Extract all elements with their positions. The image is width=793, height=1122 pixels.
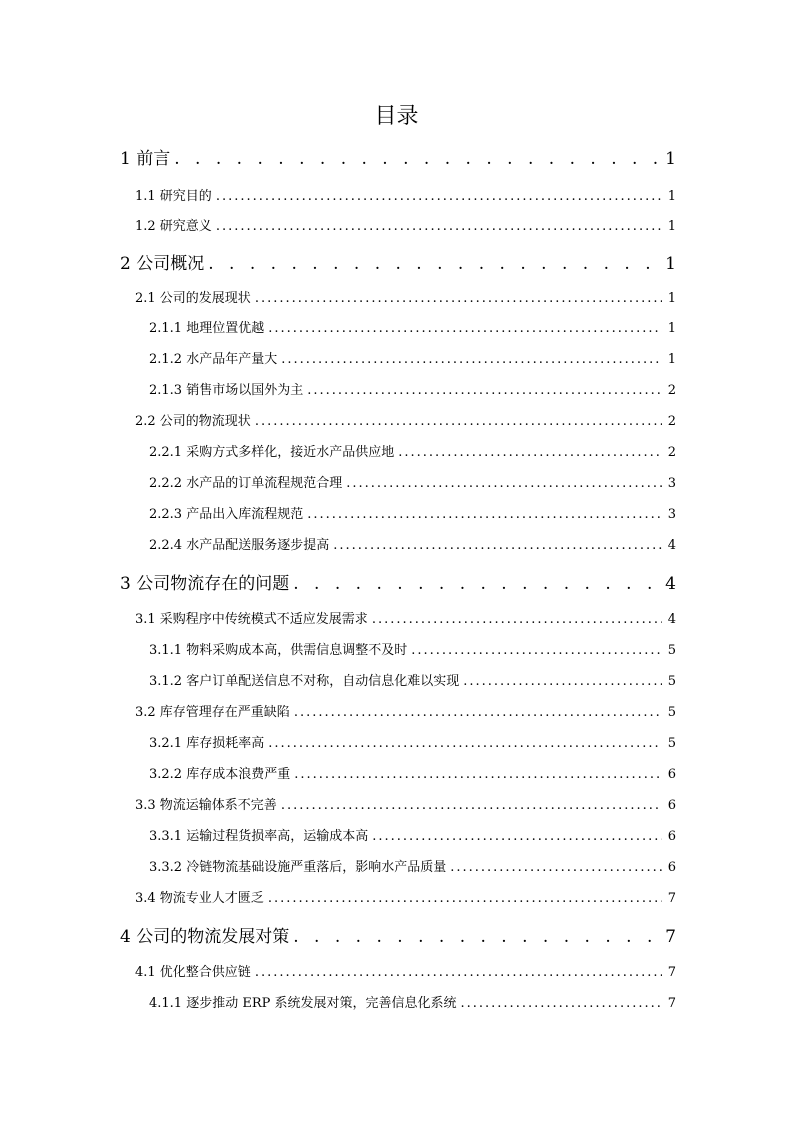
toc-leader-dots <box>268 884 662 914</box>
toc-entry[interactable] <box>149 760 676 790</box>
toc-entry-title: 4.1 优化整合供应链 <box>135 965 251 980</box>
toc-page-number: 6 <box>667 829 676 844</box>
toc-entry-title: 4 公司的物流发展对策 <box>120 927 290 947</box>
toc-entry[interactable] <box>135 698 676 728</box>
page-title: 目录 <box>374 104 419 129</box>
toc-entry-title: 1.2 研究意义 <box>135 219 212 234</box>
toc-entry[interactable] <box>149 500 676 530</box>
toc-entry-title: 3.1 采购程序中传统模式不适应发展需求 <box>135 612 368 627</box>
toc-page-number: 7 <box>665 927 676 947</box>
toc-page-number: 7 <box>667 996 676 1011</box>
toc-page-number: 2 <box>667 445 676 460</box>
toc-entry-title: 3.1.1 物料采购成本高，供需信息调整不及时 <box>149 643 408 658</box>
toc-entry[interactable] <box>149 636 676 666</box>
toc-page-number: 1 <box>665 149 676 169</box>
toc-entry-title: 2.1.3 销售市场以国外为主 <box>149 383 304 398</box>
toc-page-number: 3 <box>667 476 676 491</box>
toc-leader-dots <box>281 345 662 375</box>
toc-leader-dots <box>463 667 662 697</box>
toc-leader-dots <box>294 760 662 790</box>
toc-entry[interactable] <box>149 531 676 561</box>
toc-entry[interactable] <box>135 884 676 914</box>
toc-entry-title: 2.1 公司的发展现状 <box>135 291 251 306</box>
toc-leader-dots <box>307 376 662 406</box>
toc-leader-dots <box>450 853 662 883</box>
toc-entry[interactable] <box>135 212 676 242</box>
toc-entry-title: 1 前言 <box>120 149 171 169</box>
toc-page-number: 7 <box>667 965 676 980</box>
toc-entry[interactable] <box>149 822 676 852</box>
toc-entry[interactable] <box>135 791 676 821</box>
toc-page-number: 1 <box>667 291 676 306</box>
toc-leader-dots <box>255 958 662 988</box>
toc-entry-title: 2.1.1 地理位置优越 <box>149 321 265 336</box>
toc-entry-title: 2.2.3 产品出入库流程规范 <box>149 507 304 522</box>
toc-page-number: 1 <box>665 254 676 274</box>
toc-entry-title: 3.3.1 运输过程货损率高，运输成本高 <box>149 829 369 844</box>
toc-entry-title: 3.4 物流专业人才匮乏 <box>135 891 264 906</box>
toc-leader-dots <box>208 248 661 280</box>
toc-entry-title: 2.2.2 水产品的订单流程规范合理 <box>149 476 343 491</box>
toc-page-number: 2 <box>667 414 676 429</box>
toc-page-number: 1 <box>667 321 676 336</box>
toc-page-number: 1 <box>667 189 676 204</box>
toc-page-number: 6 <box>667 798 676 813</box>
toc-page-number: 2 <box>667 383 676 398</box>
toc-leader-dots <box>174 143 661 175</box>
toc-page-number: 6 <box>667 860 676 875</box>
toc-page-number: 5 <box>667 736 676 751</box>
toc-entry-title: 2.2.4 水产品配送服务逐步提高 <box>149 538 330 553</box>
toc-entry-title: 2.2.1 采购方式多样化，接近水产品供应地 <box>149 445 395 460</box>
toc-entry-title: 3.3.2 冷链物流基础设施严重落后，影响水产品质量 <box>149 860 447 875</box>
toc-entry[interactable] <box>120 568 676 600</box>
toc-entry[interactable] <box>135 284 676 314</box>
toc-entry[interactable] <box>149 667 676 697</box>
toc-leader-dots <box>333 531 662 561</box>
toc-entry-title: 4.1.1 逐步推动 ERP 系统发展对策，完善信息化系统 <box>149 996 457 1011</box>
toc-leader-dots <box>255 284 662 314</box>
toc-leader-dots <box>293 568 661 600</box>
toc-entry[interactable] <box>149 989 676 1019</box>
toc-leader-dots <box>216 212 662 242</box>
toc-entry-title: 2 公司概况 <box>120 254 205 274</box>
toc-entry-title: 1.1 研究目的 <box>135 189 212 204</box>
toc-page-number: 7 <box>667 891 676 906</box>
toc-entry[interactable] <box>149 729 676 759</box>
toc-entry[interactable] <box>135 182 676 212</box>
toc-page-number: 5 <box>667 705 676 720</box>
toc-entry[interactable] <box>149 438 676 468</box>
toc-entry-title: 3.1.2 客户订单配送信息不对称，自动信息化难以实现 <box>149 674 460 689</box>
toc-entry-title: 3 公司物流存在的问题 <box>120 574 290 594</box>
toc-entry[interactable] <box>135 958 676 988</box>
toc-leader-dots <box>346 469 662 499</box>
toc-entry-title: 3.3 物流运输体系不完善 <box>135 798 277 813</box>
toc-entry[interactable] <box>120 921 676 953</box>
toc-leader-dots <box>255 407 662 437</box>
toc-entry-title: 3.2.2 库存成本浪费严重 <box>149 767 291 782</box>
toc-page-number: 4 <box>667 538 676 553</box>
toc-entry-title: 3.2.1 库存损耗率高 <box>149 736 265 751</box>
toc-leader-dots <box>398 438 662 468</box>
toc-page-number: 5 <box>667 643 676 658</box>
toc-entry[interactable] <box>120 248 676 280</box>
toc-entry[interactable] <box>135 407 676 437</box>
toc-leader-dots <box>268 729 662 759</box>
toc-entry[interactable] <box>149 345 676 375</box>
toc-entry-title: 2.1.2 水产品年产量大 <box>149 352 278 367</box>
toc-page-number: 3 <box>667 507 676 522</box>
toc-entry[interactable] <box>149 376 676 406</box>
toc-leader-dots <box>281 791 662 821</box>
toc-page-number: 4 <box>667 612 676 627</box>
toc-leader-dots <box>411 636 662 666</box>
toc-entry[interactable] <box>149 314 676 344</box>
toc-entry-title: 2.2 公司的物流现状 <box>135 414 251 429</box>
toc-leader-dots <box>294 698 662 728</box>
toc-page-number: 4 <box>665 574 676 594</box>
toc-entry[interactable] <box>135 605 676 635</box>
toc-page-number: 6 <box>667 767 676 782</box>
toc-page-number: 1 <box>667 219 676 234</box>
toc-leader-dots <box>307 500 662 530</box>
toc-page-number: 5 <box>667 674 676 689</box>
toc-leader-dots <box>216 182 662 212</box>
toc-leader-dots <box>372 605 662 635</box>
toc-leader-dots <box>461 989 663 1019</box>
toc-leader-dots <box>372 822 662 852</box>
toc-entry[interactable] <box>120 143 676 175</box>
toc-leader-dots <box>293 921 661 953</box>
toc-entry[interactable] <box>149 853 676 883</box>
toc-entry-title: 3.2 库存管理存在严重缺陷 <box>135 705 290 720</box>
toc-entry[interactable] <box>149 469 676 499</box>
toc-leader-dots <box>268 314 662 344</box>
toc-page-number: 1 <box>667 352 676 367</box>
